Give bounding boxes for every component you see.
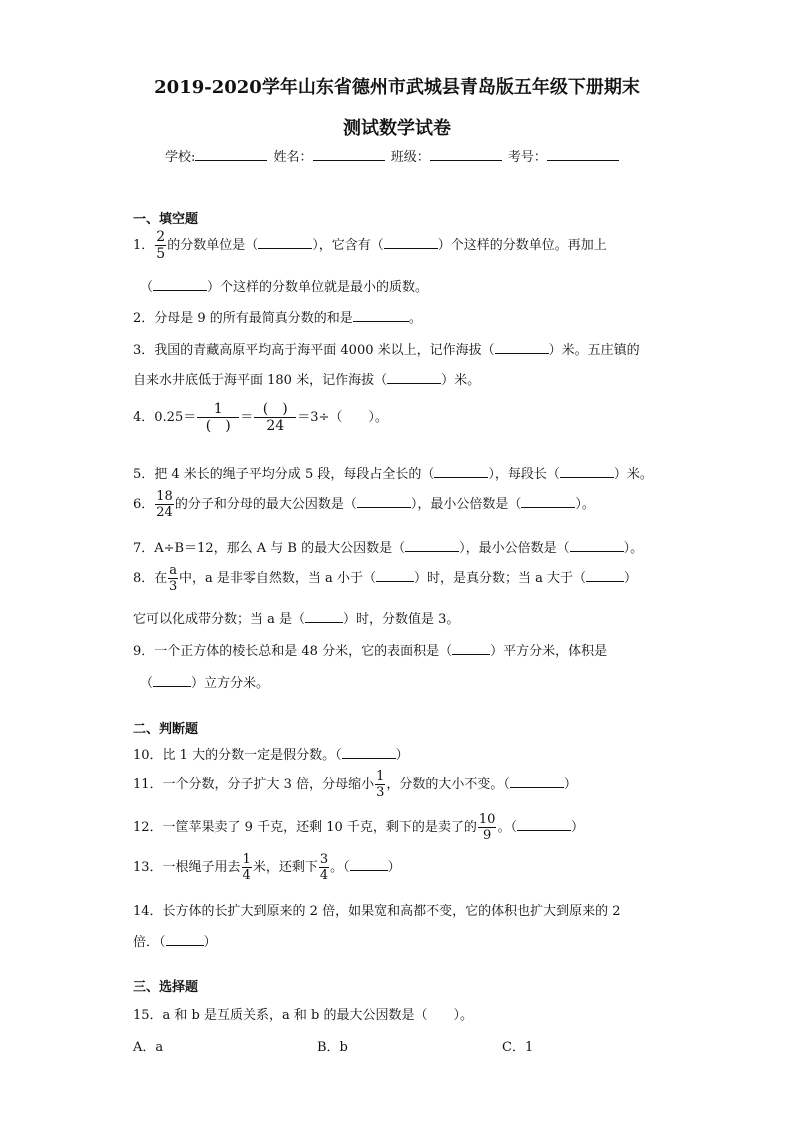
question-text: 它可以化成带分数；当 a 是（	[133, 612, 306, 627]
answer-blank[interactable]	[521, 496, 575, 508]
section-heading-fill-in: 一、填空题	[133, 212, 199, 227]
question-text: 12．一筐苹果卖了 9 千克，还剩 10 千克，剩下的是卖了的	[133, 820, 477, 835]
answer-blank[interactable]	[387, 372, 441, 384]
answer-blank[interactable]	[376, 570, 414, 582]
option-b[interactable]: B．b	[317, 1040, 348, 1055]
question-text: 。（	[330, 860, 350, 875]
question-text: （	[140, 280, 154, 295]
fraction-blank-over-24	[254, 402, 296, 433]
question-11	[133, 770, 577, 799]
question-9-line-2	[140, 672, 269, 691]
question-text: ）立方分米。	[191, 676, 270, 691]
fraction-denominator: 24	[156, 505, 173, 520]
answer-blank[interactable]	[495, 342, 549, 354]
question-text: ）	[203, 935, 217, 950]
school-label: 学校:	[165, 150, 196, 165]
fraction-numerator: 1	[242, 852, 251, 867]
question-13	[133, 853, 401, 882]
fraction-numerator: 3	[319, 852, 329, 867]
question-text: ）平方分米，体积是	[490, 644, 608, 659]
question-12	[133, 813, 584, 842]
answer-blank[interactable]	[350, 859, 388, 871]
question-text: ），每段长（	[488, 467, 560, 482]
answer-blank[interactable]	[305, 611, 343, 623]
answer-blank[interactable]	[153, 675, 191, 687]
question-8-line-2	[133, 608, 459, 627]
question-text: ）。	[623, 541, 644, 556]
exam-number-label: 考号：	[507, 150, 547, 165]
question-text: 2．分母是 9 的所有最简真分数的和是	[133, 311, 353, 326]
fraction-numerator: 18	[156, 489, 173, 504]
question-text: 7．A÷B＝12，那么 A 与 B 的最大公因数是（	[133, 541, 406, 556]
fraction-denominator: 5	[156, 246, 166, 262]
fraction-numerator: 2	[156, 229, 166, 245]
question-8-line-1	[133, 564, 637, 593]
question-text: 米，还剩下	[252, 860, 318, 875]
fraction-denominator: 4	[242, 868, 251, 883]
fraction-3-4	[319, 853, 329, 882]
question-text: 的分子和分母的最大公因数是（	[174, 497, 357, 512]
section-heading-true-false: 二、判断题	[133, 722, 199, 737]
question-5	[133, 463, 653, 482]
question-text: ）时，分数值是 3。	[343, 612, 460, 627]
question-text: ），最小公倍数是（	[459, 541, 570, 556]
question-14-line-2	[133, 931, 217, 950]
question-text: 倍．（	[133, 935, 166, 950]
question-text: ）。	[575, 497, 595, 512]
class-label: 班级：	[390, 150, 430, 165]
question-text: （	[140, 676, 154, 691]
question-text: ）时，是真分数；当 a 大于（	[413, 571, 586, 586]
question-text: 自来水井底低于海平面 180 米，记作海拔（	[133, 373, 388, 388]
section-heading-multiple-choice: 三、选择题	[133, 980, 199, 995]
question-text: 11．一个分数，分子扩大 3 倍，分母缩小	[133, 777, 375, 792]
student-info-row	[165, 146, 621, 165]
question-text: ＝	[240, 410, 254, 425]
question-text: ）米。	[613, 467, 653, 482]
answer-blank[interactable]	[153, 279, 207, 291]
question-text: 3．我国的青藏高原平均高于海平面 4000 米以上，记作海拔（	[133, 343, 495, 358]
fraction-numerator: a	[169, 563, 178, 578]
answer-blank[interactable]	[434, 466, 488, 478]
question-7	[133, 537, 643, 556]
answer-blank[interactable]	[384, 237, 438, 249]
question-text: ）米。	[441, 373, 481, 388]
question-text: ）	[387, 860, 401, 875]
question-text: ）米。五庄镇的	[548, 343, 640, 358]
answer-blank[interactable]	[258, 237, 312, 249]
exam-title-line2: 测试数学试卷	[343, 118, 451, 139]
question-text: ）	[395, 748, 409, 763]
class-blank	[430, 148, 502, 161]
question-text: ）	[570, 820, 584, 835]
fraction-denominator: 3	[376, 785, 385, 800]
answer-blank[interactable]	[357, 496, 411, 508]
name-label: 姓名：	[273, 150, 313, 165]
answer-blank[interactable]	[586, 570, 624, 582]
question-text: 10．比 1 大的分数一定是假分数。（	[133, 748, 342, 763]
answer-blank[interactable]	[405, 540, 459, 552]
question-text: ，分数的大小不变。（	[386, 777, 510, 792]
question-text: 9．一个正方体的棱长总和是 48 分米，它的表面积是（	[133, 644, 453, 659]
question-text: ），最小公倍数是（	[410, 497, 522, 512]
fraction-denominator: 24	[266, 418, 285, 434]
question-4	[133, 402, 388, 433]
exam-title-line1: 2019-2020学年山东省德州市武城县青岛版五年级下册期末	[154, 77, 640, 98]
fraction-numerator: 10	[478, 812, 496, 827]
fraction-18-24	[155, 490, 174, 519]
question-number: 1．	[133, 238, 155, 253]
question-1-line-1	[133, 230, 607, 261]
answer-blank[interactable]	[517, 819, 571, 831]
fraction-denominator: 4	[319, 868, 329, 883]
option-c[interactable]: C．1	[502, 1040, 534, 1055]
question-6	[133, 490, 595, 519]
fraction-a-over-3	[168, 564, 178, 593]
fraction-1-3	[375, 770, 385, 799]
question-3-line-1	[133, 339, 640, 358]
question-10	[133, 744, 409, 763]
answer-blank[interactable]	[510, 776, 564, 788]
question-text: ）个这样的分数单位就是最小的质数。	[207, 280, 429, 295]
answer-blank[interactable]	[342, 747, 396, 759]
fraction-1-over-blank	[197, 402, 239, 433]
question-15: 15．a 和 b 是互质关系，a 和 b 的最大公因数是（ ）。	[133, 1008, 473, 1023]
question-text: 。（	[497, 820, 517, 835]
option-a[interactable]: A．a	[133, 1040, 164, 1055]
fraction-denominator: ( )	[205, 418, 231, 434]
fraction-numerator: 1	[197, 402, 239, 418]
fraction-numerator: ( )	[254, 402, 296, 418]
question-1-line-2	[140, 276, 428, 295]
question-text: 中，a 是非零自然数，当 a 小于（	[179, 571, 376, 586]
answer-blank[interactable]	[570, 540, 624, 552]
question-text: 8．在	[133, 571, 168, 586]
school-blank	[195, 148, 267, 161]
question-number: 6．	[133, 497, 155, 512]
question-text: ）	[563, 777, 577, 792]
answer-blank[interactable]	[353, 310, 409, 322]
fraction-numerator: 1	[376, 769, 385, 784]
answer-blank[interactable]	[560, 466, 614, 478]
fraction-1-4	[242, 853, 252, 882]
name-blank	[313, 148, 385, 161]
fraction-denominator: 9	[483, 828, 492, 843]
question-2	[133, 307, 422, 326]
exam-number-blank	[547, 148, 619, 161]
answer-blank[interactable]	[452, 643, 490, 655]
answer-blank[interactable]	[166, 934, 204, 946]
fraction-denominator: 3	[169, 579, 178, 594]
question-text: 13．一根绳子用去	[133, 860, 241, 875]
question-text: ＝3÷（ ）。	[297, 410, 388, 425]
question-text: 5．把 4 米长的绳子平均分成 5 段，每段占全长的（	[133, 467, 435, 482]
question-3-line-2	[133, 369, 480, 388]
question-text: ）	[623, 571, 637, 586]
fraction-10-9	[478, 813, 497, 842]
question-14-line-1: 14．长方体的长扩大到原来的 2 倍，如果宽和高都不变，它的体积也扩大到原来的 2	[133, 904, 621, 919]
question-text: 的分数单位是（	[167, 238, 259, 253]
fraction-2-5	[155, 230, 166, 261]
question-text: 。	[408, 311, 422, 326]
question-9-line-1	[133, 640, 607, 659]
question-text: 4．0.25＝	[133, 410, 197, 425]
question-text: ）个这样的分数单位。再加上	[437, 238, 607, 253]
question-text: ），它含有（	[312, 238, 384, 253]
